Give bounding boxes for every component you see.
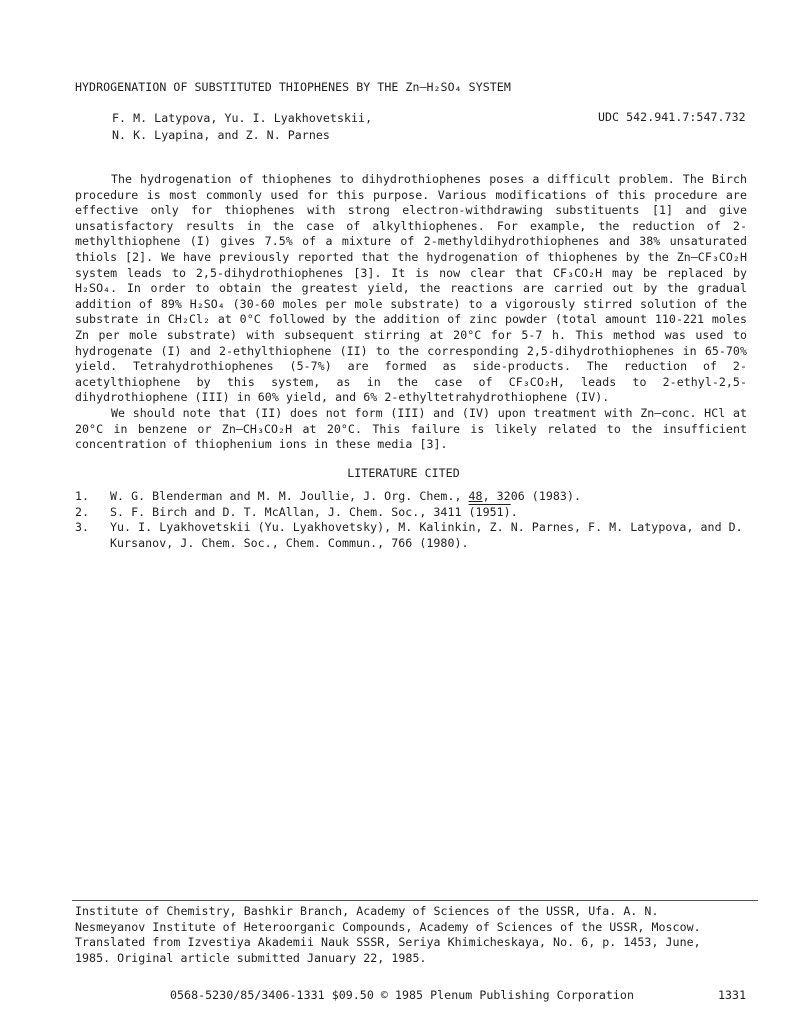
page-number: 1331: [718, 988, 747, 1002]
reference-item: [75, 505, 755, 521]
author-line-2: N. K. Lyapina, and Z. N. Parnes: [112, 128, 330, 142]
publication-code: 0568-5230/85/3406-1331 $09.50 © 1985 Plenum Publishing Corporation: [170, 988, 634, 1002]
footnote-affiliation: [75, 904, 747, 966]
volume-number: 48: [468, 489, 483, 503]
udc-code: UDC 542.941.7:547.732: [598, 110, 746, 124]
reference-number: 2.: [75, 504, 90, 519]
author-list: [112, 110, 372, 144]
footnote-line: Institute of Chemistry, Bashkir Branch, Academy of Sciences of the USSR, Ufa. A. N.: [75, 904, 659, 918]
reference-text: S. F. Birch and D. T. McAllan, J. Chem. Soc., 3411 (1951).: [110, 504, 518, 519]
reference-text: Yu. I. Lyakhovetskii (Yu. Lyakhovetsky), M. Kalinkin, Z. N. Parnes, F. M. Latypova, and D. Kursanov, J. Chem. Soc., Chem. Commun., 766 (1980).: [110, 520, 743, 550]
paper-title: HYDROGENATION OF SUBSTITUTED THIOPHENES BY THE Zn–H₂SO₄ SYSTEM: [75, 80, 511, 94]
footnote-line: 1985. Original article submitted January 22, 1985.: [75, 950, 427, 965]
reference-list: [75, 489, 755, 551]
reference-text: W. G. Blenderman and M. M. Joullie, J. Org. Chem., 48, 3206 (1983).: [110, 489, 582, 503]
body-paragraph-2: We should note that (II) does not form (III) and (IV) upon treatment with Zn–conc. HCl at 20°C in benzene or Zn–CH₃CO₂H at 20°C. This failure is likely related to the insufficient concentration of thiophenium ions in these media [3].: [75, 405, 747, 452]
body-text: [75, 172, 747, 453]
author-line-1: F. M. Latypova, Yu. I. Lyakhovetskii,: [112, 111, 373, 125]
footnote-divider: [72, 900, 758, 901]
footnote-line: Translated from Izvestiya Akademii Nauk SSSR, Seriya Khimicheskaya, No. 6, p. 1453, June,: [75, 935, 701, 949]
body-paragraph-1: The hydrogenation of thiophenes to dihydrothiophenes poses a difficult problem. The Birch procedure is most commonly used for this purpose. Various modifications of this procedure are effective only for thiophenes with strong electron-withdrawing substituents [1] and give unsatisfactory results in the case of alkylthiophenes. For example, the reduction of 2-methylthiophene (I) gives 7.5% of a mixture of 2-methyldihydrothiophenes and 38% unsaturated thiols [2]. We have previously reported that the hydrogenation of thiophenes by the Zn–CF₃CO₂H system leads to 2,5-dihydrothiophenes [3]. It is now clear that CF₃CO₂H may be replaced by H₂SO₄. In order to obtain the greatest yield, the reactions are carried out by the gradual addition of 89% H₂SO₄ (30-60 moles per mole substrate) to a vigorously stirred solution of the substrate in CH₂Cl₂ at 0°C followed by the addition of zinc powder (total amount 110-221 moles Zn per mole substrate) with subsequent stirring at 20°C for 5-7 h. This method was used to hydrogenate (I) and 2-ethylthiophene (II) to the corresponding 2,5-dihydrothiophenes in 65-70% yield. Tetrahydrothiophenes (5-7%) are formed as side-products. The reduction of 2-acetylthiophene by this system, as in the case of CF₃CO₂H, leads to 2-ethyl-2,5-dihydrothiophene (III) in 60% yield, and 6% 2-ethyltetrahydrothiophene (IV).: [75, 172, 747, 405]
footnote-line: Nesmeyanov Institute of Heteroorganic Compounds, Academy of Sciences of the USSR, Moscow.: [75, 919, 701, 934]
reference-number: 1.: [75, 489, 90, 503]
year-mark: (1951): [468, 504, 511, 519]
literature-heading: LITERATURE CITED: [347, 466, 460, 480]
reference-number: 3.: [75, 520, 90, 534]
reference-item: [75, 520, 755, 551]
reference-item: [75, 489, 755, 505]
